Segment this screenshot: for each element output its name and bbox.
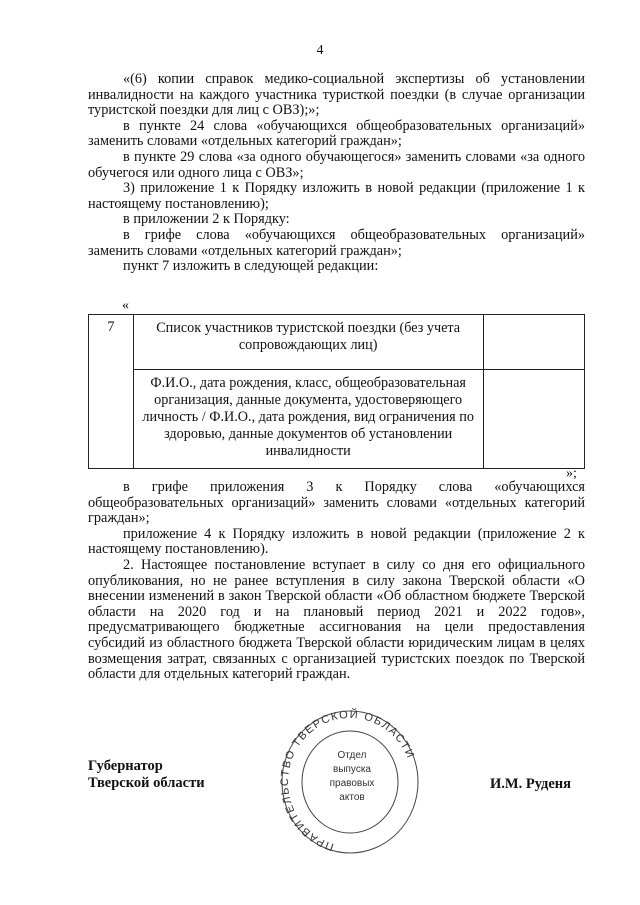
signatory-title bbox=[88, 758, 205, 792]
table-row bbox=[89, 370, 585, 469]
paragraph-appendix-4: приложение 4 к Порядку изложить в новой редакции (приложение 2 к настоящему постановлению). bbox=[88, 525, 585, 558]
table-row bbox=[89, 315, 585, 370]
paragraph-item-6: «(6) копии справок медико-социальной экспертизы об установлении инвалидности на каждого участника туристкой поездки (в случае организации туристской поездки для лиц с ОВЗ);»; bbox=[88, 71, 585, 119]
paragraph-point-29: в пункте 29 слова «за одного обучающегося» заменить словами «за одного обучегося или одного лица с ОВЗ»; bbox=[88, 148, 585, 181]
seal-ring-text: ПРАВИТЕЛЬСТВО ТВЕРСКОЙ ОБЛАСТИ bbox=[280, 708, 417, 853]
official-seal bbox=[280, 708, 420, 858]
seal-center-line4: актов bbox=[339, 792, 365, 803]
signatory-title-line1: Губернатор bbox=[88, 758, 163, 774]
point-7-table bbox=[88, 314, 585, 469]
paragraph-appendix-2: в приложении 2 к Порядку: bbox=[123, 211, 290, 228]
quote-close: »; bbox=[566, 466, 577, 481]
seal-center-line3: правовых bbox=[329, 778, 375, 789]
table-cell-empty bbox=[483, 315, 584, 370]
paragraph-appendix-3: в грифе приложения 3 к Порядку слова «обучающихся общеобразовательных организаций» заменить словами «отдельных категорий граждан»; bbox=[88, 479, 585, 527]
seal-center-line2: выпуска bbox=[333, 764, 371, 775]
signatory-title-line2: Тверской области bbox=[88, 775, 205, 791]
paragraph-point-24: в пункте 24 слова «обучающихся общеобразовательных организаций» заменить словами «отдельных категорий граждан»; bbox=[88, 117, 585, 150]
paragraph-grif: в грифе слова «обучающихся общеобразовательных организаций» заменить словами «отдельных категорий граждан»; bbox=[88, 226, 585, 259]
table-cell-number: 7 bbox=[89, 315, 134, 469]
paragraph-effective-date: 2. Настоящее постановление вступает в силу со дня его официального опубликования, но не ранее вступления в силу закона Тверской области «О внесении изменений в закон Тверской области «Об областном бюджете Тверской области на 2020 год и на плановый период 2021 и 2022 годов», предусматривающего бюджетные ассигнования на цели предоставления субсидий из областного бюджета Тверской области юридическим лицам в целях возмещения затрат, связанных с организацией туристских поездок по Тверской области для отдельных категорий граждан. bbox=[88, 556, 585, 683]
table-cell-participants-list: Список участников туристской поездки (без учета сопровождающих лиц) bbox=[133, 315, 483, 370]
paragraph-point-7: пункт 7 изложить в следующей редакции: bbox=[123, 258, 379, 275]
seal-center-line1: Отдел bbox=[337, 750, 367, 761]
table-cell-empty bbox=[483, 370, 584, 469]
body-text-top bbox=[88, 72, 585, 275]
signatory-name: И.М. Руденя bbox=[490, 776, 572, 792]
table-cell-participant-details: Ф.И.О., дата рождения, класс, общеобразовательная организация, данные документа, удостоверяющего личность / Ф.И.О., дата рождения, вид ограничения по здоровью, данные документов об установлении инвалидности bbox=[133, 370, 483, 469]
body-text-bottom bbox=[88, 480, 585, 683]
quote-open: « bbox=[122, 298, 129, 313]
page-number: 4 bbox=[316, 43, 324, 58]
paragraph-appendix-1: 3) приложение 1 к Порядку изложить в новой редакции (приложение 1 к настоящему постановлению); bbox=[88, 180, 585, 212]
